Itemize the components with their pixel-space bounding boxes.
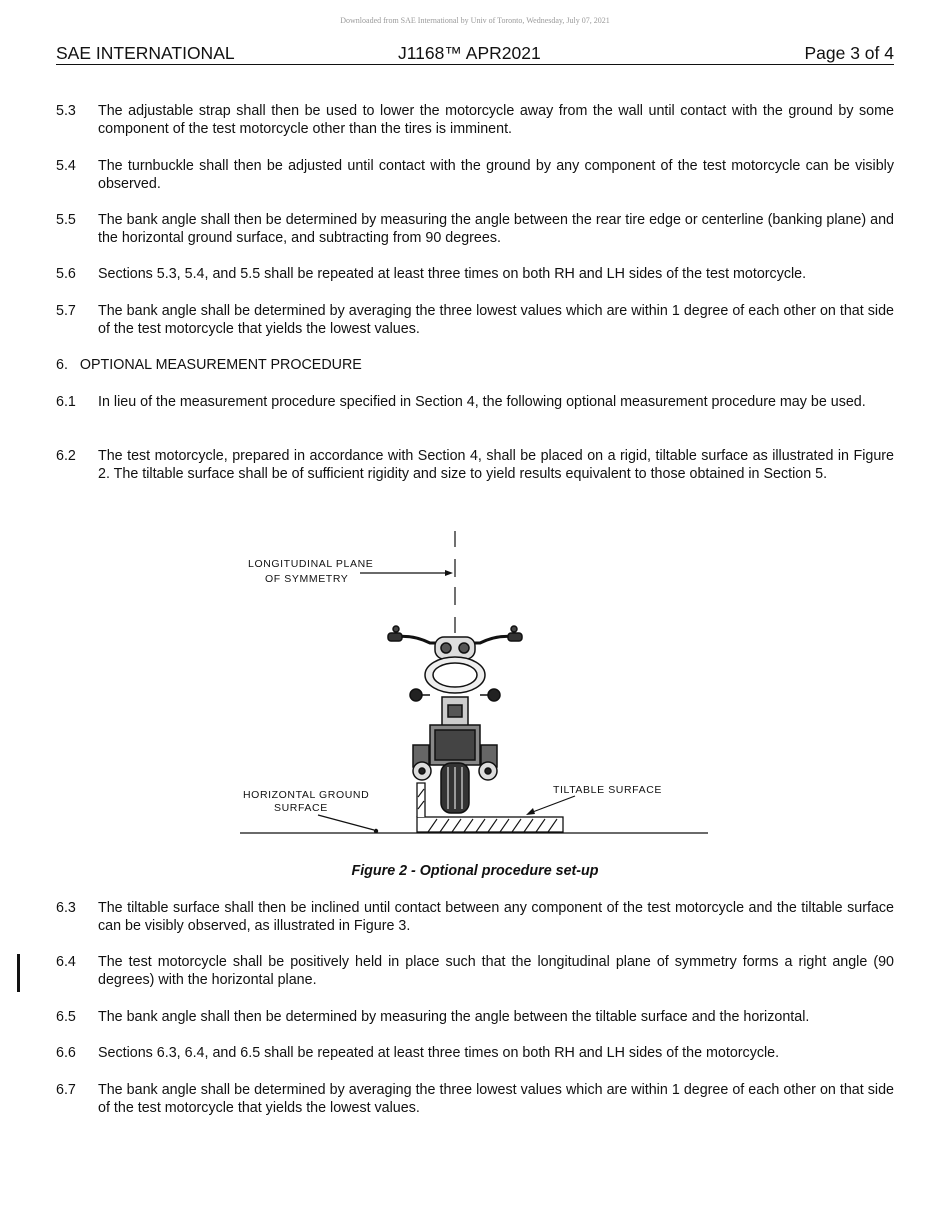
paragraph-number: 6.1 <box>56 394 76 410</box>
paragraph-text: The tiltable surface shall then be inclined until contact between any component of the test motorcycle and the tiltable surface can be visibly observed, as illustrated in Figure 3. <box>98 900 894 935</box>
download-watermark: Downloaded from SAE International by Univ of Toronto, Wednesday, July 07, 2021 <box>340 16 610 25</box>
label-of-symmetry: OF SYMMETRY <box>265 573 349 585</box>
paragraph-6-4 <box>56 953 894 990</box>
paragraph-6-1 <box>56 393 894 411</box>
paragraph-5-6 <box>56 265 894 283</box>
paragraph-number: 6.7 <box>56 1082 76 1098</box>
motorcycle-front-view <box>388 626 522 813</box>
paragraph-number: 5.7 <box>56 303 76 319</box>
label-longitudinal-plane: LONGITUDINAL PLANE <box>248 558 374 570</box>
paragraph-text: The adjustable strap shall then be used to lower the motorcycle away from the wall until contact with the ground by some component of the test motorcycle other than the tires is imminent. <box>98 103 894 138</box>
label-horizontal-ground: HORIZONTAL GROUND <box>243 789 370 801</box>
ground-leader-arrow <box>318 815 378 833</box>
paragraph-text: Sections 5.3, 5.4, and 5.5 shall be repeated at least three times on both RH and LH sides of the test motorcycle. <box>98 266 807 282</box>
paragraph-6-3 <box>56 899 894 936</box>
header-doc-id: J1168™ APR2021 <box>398 43 541 63</box>
paragraph-text: The test motorcycle shall be positively held in place such that the longitudinal plane of symmetry forms a right angle (90 degrees) with the horizontal plane. <box>98 954 894 989</box>
paragraph-number: 6.5 <box>56 1009 76 1025</box>
paragraph-6-2 <box>56 447 894 484</box>
revision-change-bar <box>17 954 20 992</box>
paragraph-6-7 <box>56 1081 894 1118</box>
symmetry-leader-arrow <box>360 570 453 576</box>
label-tiltable-surface: TILTABLE SURFACE <box>553 784 662 796</box>
paragraph-number: 5.6 <box>56 266 76 282</box>
paragraph-text: The bank angle shall then be determined by measuring the angle between the rear tire edge or centerline (banking plane) and the horizontal ground surface, and subtracting from 90 degrees. <box>98 212 894 247</box>
paragraph-text: The test motorcycle, prepared in accordance with Section 4, shall be placed on a rigid, tiltable surface as illustrated in Figure 2. The tiltable surface shall be of sufficient rigidity and size to yield results equivalent to those obtained in Section 5. <box>98 448 894 483</box>
header-org: SAE INTERNATIONAL <box>56 43 235 63</box>
paragraph-number: 5.5 <box>56 212 76 228</box>
paragraph-number: 6.6 <box>56 1045 76 1061</box>
paragraph-number: 6.2 <box>56 448 76 464</box>
paragraph-5-4 <box>56 157 894 194</box>
paragraph-5-5 <box>56 211 894 248</box>
paragraph-5-3 <box>56 102 894 139</box>
paragraph-6-6 <box>56 1044 894 1062</box>
paragraph-text: The bank angle shall then be determined by measuring the angle between the tiltable surface and the horizontal. <box>98 1009 810 1025</box>
paragraph-number: 5.4 <box>56 158 76 174</box>
paragraph-number: 5.3 <box>56 103 76 119</box>
paragraph-6-5 <box>56 1008 894 1026</box>
figure-caption: Figure 2 - Optional procedure set-up <box>351 863 599 879</box>
paragraph-text: In lieu of the measurement procedure specified in Section 4, the following optional measurement procedure may be used. <box>98 394 866 410</box>
figure-2-illustration <box>230 525 720 845</box>
paragraph-5-7 <box>56 302 894 339</box>
paragraph-text: The turnbuckle shall then be adjusted until contact with the ground by any component of the test motorcycle can be visibly observed. <box>98 158 894 193</box>
paragraph-number: 6.3 <box>56 900 76 916</box>
label-surface: SURFACE <box>274 802 328 814</box>
paragraph-text: The bank angle shall be determined by averaging the three lowest values which are within 1 degree of each other on that side of the test motorcycle that yields the lowest values. <box>98 1082 894 1117</box>
tiltable-leader-arrow <box>526 796 575 815</box>
paragraph-text: The bank angle shall be determined by averaging the three lowest values which are within 1 degree of each other on that side of the test motorcycle that yields the lowest values. <box>98 303 894 338</box>
tiltable-surface-platform <box>417 783 563 832</box>
paragraph-number: 6.4 <box>56 954 76 970</box>
header-page-number: Page 3 of 4 <box>804 43 894 63</box>
paragraph-text: Sections 6.3, 6.4, and 6.5 shall be repeated at least three times on both RH and LH sides of the motorcycle. <box>98 1045 780 1061</box>
section-6-heading: 6. OPTIONAL MEASUREMENT PROCEDURE <box>56 357 362 373</box>
motorcycle-setup-drawing <box>230 525 720 845</box>
page-header <box>56 43 894 65</box>
